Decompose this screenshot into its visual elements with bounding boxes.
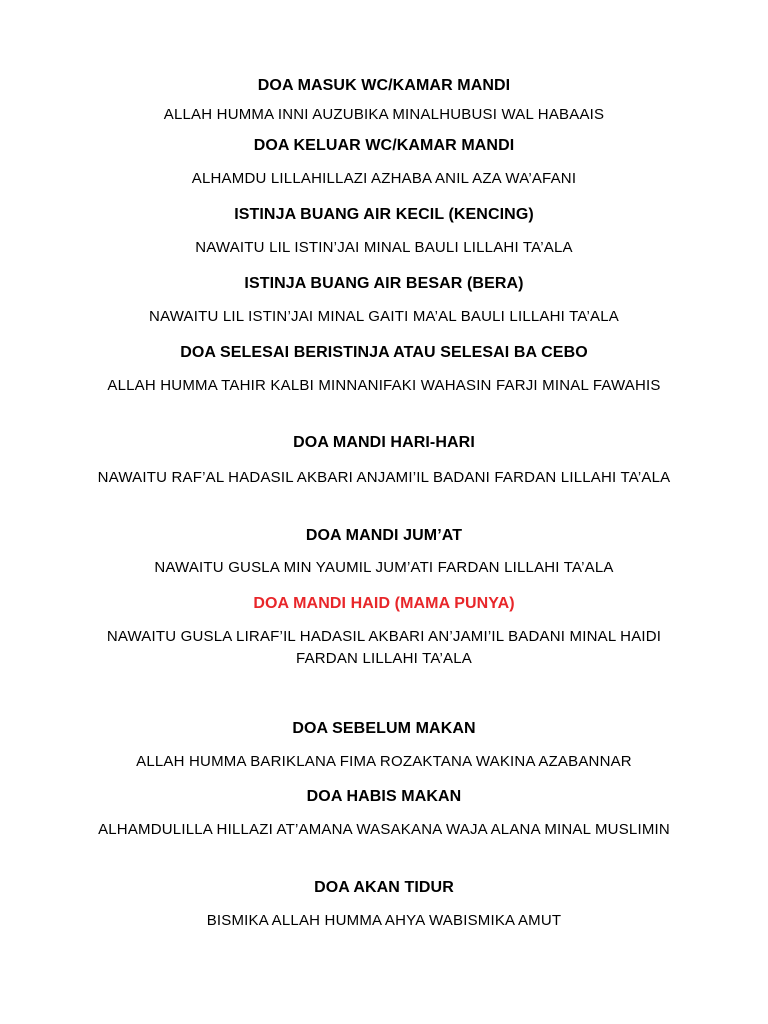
text-habis-makan: ALHAMDULILLA HILLAZI AT’AMANA WASAKANA WAJA ALANA MINAL MUSLIMIN [98, 821, 670, 838]
heading-akan-tidur: DOA AKAN TIDUR [314, 879, 454, 896]
heading-mandi-haid: DOA MANDI HAID (MAMA PUNYA) [253, 595, 515, 612]
text-sebelum-makan: ALLAH HUMMA BARIKLANA FIMA ROZAKTANA WAKINA AZABANNAR [136, 753, 632, 770]
text-mandi-haid: NAWAITU GUSLA LIRAF’IL HADASIL AKBARI AN’JAMI’IL BADANI MINAL HAIDI FARDAN LILLAHI TA’ALA [106, 628, 662, 667]
heading-doa-keluar-wc: DOA KELUAR WC/KAMAR MANDI [253, 137, 515, 154]
text-akan-tidur: BISMIKA ALLAH HUMMA AHYA WABISMIKA AMUT [206, 912, 562, 929]
text-mandi-jumat: NAWAITU GUSLA MIN YAUMIL JUM’ATI FARDAN LILLAHI TA’ALA [154, 559, 614, 576]
heading-mandi-jumat: DOA MANDI JUM’AT [305, 527, 463, 544]
heading-sebelum-makan: DOA SEBELUM MAKAN [292, 720, 476, 737]
heading-doa-masuk-wc: DOA MASUK WC/KAMAR MANDI [257, 77, 511, 94]
heading-habis-makan: DOA HABIS MAKAN [306, 788, 462, 805]
heading-selesai-beristinja: DOA SELESAI BERISTINJA ATAU SELESAI BA CEBO [180, 344, 588, 361]
text-istinja-kecil: NAWAITU LIL ISTIN’JAI MINAL BAULI LILLAHI TA’ALA [195, 239, 573, 256]
heading-istinja-kecil: ISTINJA BUANG AIR KECIL (KENCING) [234, 206, 534, 223]
text-selesai-beristinja: ALLAH HUMMA TAHIR KALBI MINNANIFAKI WAHASIN FARJI MINAL FAWAHIS [107, 377, 661, 394]
heading-istinja-besar: ISTINJA BUANG AIR BESAR (BERA) [244, 275, 524, 292]
text-doa-keluar-wc: ALHAMDU LILLAHILLAZI AZHABA ANIL AZA WA’AFANI [191, 170, 577, 187]
text-mandi-hari-hari: NAWAITU RAF’AL HADASIL AKBARI ANJAMI’IL BADANI FARDAN LILLAHI TA’ALA [97, 469, 671, 486]
text-doa-masuk-wc: ALLAH HUMMA INNI AUZUBIKA MINALHUBUSI WAL HABAAIS [163, 106, 605, 123]
text-istinja-besar: NAWAITU LIL ISTIN’JAI MINAL GAITI MA’AL BAULI LILLAHI TA’ALA [149, 308, 619, 325]
heading-mandi-hari-hari: DOA MANDI HARI-HARI [293, 434, 475, 451]
